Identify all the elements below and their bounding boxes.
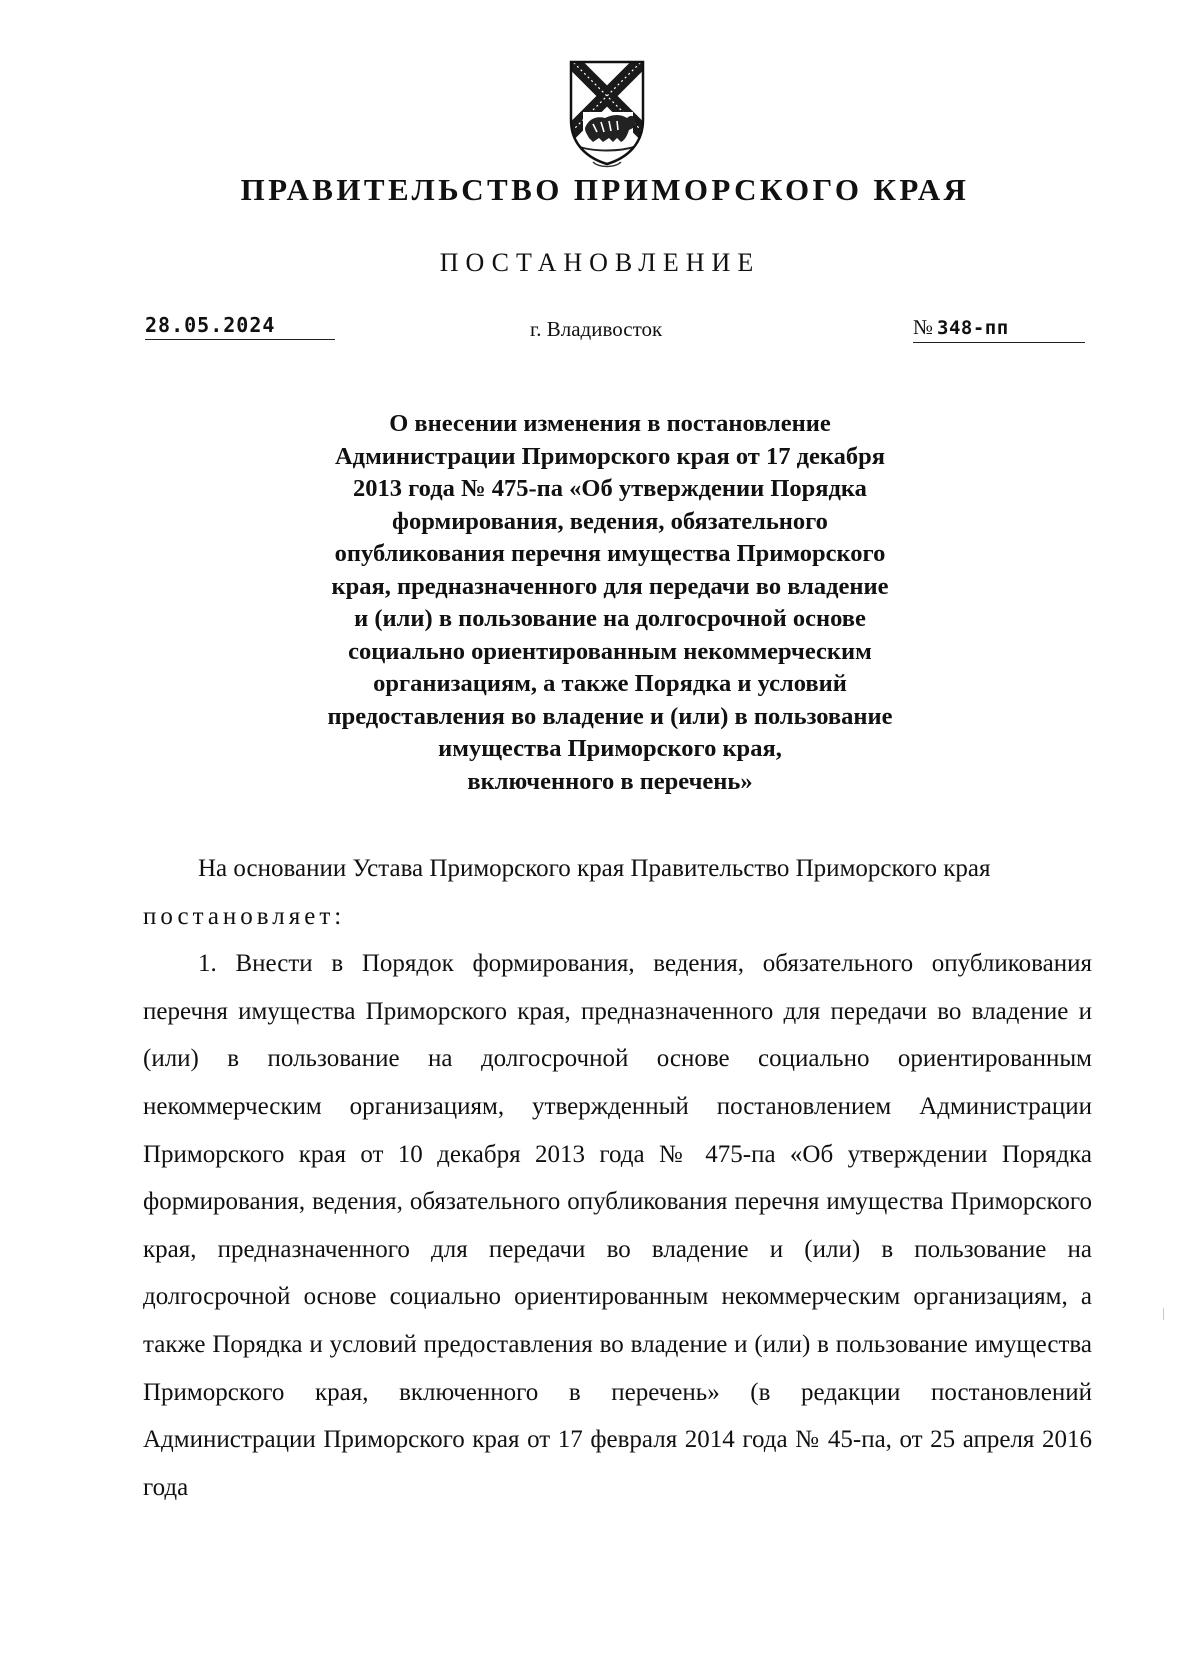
- document-city: г. Владивосток: [530, 317, 663, 341]
- subject-line: социально ориентированным некоммерческим: [348, 637, 872, 665]
- document-date: 28.05.2024: [145, 313, 335, 340]
- subject-line: края, предназначенного для передачи во владение: [331, 572, 889, 600]
- number-sign: №: [913, 315, 934, 339]
- document-body: [143, 845, 1092, 1511]
- decides-word: постановляет:: [143, 902, 346, 930]
- preamble-paragraph: [143, 845, 1092, 940]
- subject-line: опубликования перечня имущества Приморского: [334, 540, 886, 567]
- subject-line: О внесении изменения в постановление: [389, 410, 831, 437]
- organization-title: ПРАВИТЕЛЬСТВО ПРИМОРСКОГО КРАЯ: [240, 172, 970, 207]
- subject-line: 2013 года № 475-па «Об утверждении Порядка: [353, 475, 867, 502]
- scan-margin-mark: [1163, 1308, 1164, 1320]
- subject-line: включенного в перечень»: [467, 767, 753, 795]
- subject-line: имущества Приморского края,: [438, 735, 782, 762]
- preamble-text: На основании Устава Приморского края Правительство Приморского края: [198, 855, 991, 882]
- subject-line: организациям, а также Порядка и условий: [373, 670, 847, 697]
- primorsky-krai-coat-of-arms-icon: [563, 58, 651, 170]
- item-1-paragraph: 1. Внести в Порядок формирования, ведения, обязательного опубликования перечня имущества Приморского края, предназначенного для передачи во владение и (или) в пользование на долгосрочной основе социально ориентированным некоммерческим организациям, утвержденный постановлением Администрации Приморского края от 10 декабря 2013 года № 475-па «Об утверждении Порядка формирования, ведения, обязательного опубликования перечня имущества Приморского края, предназначенного для передачи во владение и (или) в пользование на долгосрочной основе социально ориентированным некоммерческим организациям, а также Порядка и условий предоставления во владение и (или) в пользование имущества Приморского края, включенного в перечень» (в редакции постановлений Администрации Приморского края от 17 февраля 2014 года № 45-па, от 25 апреля 2016 года: [143, 950, 1092, 1501]
- number-value: 348-пп: [937, 317, 1009, 339]
- document-number: [913, 315, 1085, 343]
- document-subject: [280, 408, 940, 798]
- subject-line: формирования, ведения, обязательного: [392, 507, 828, 535]
- document-type: ПОСТАНОВЛЕНИЕ: [439, 248, 761, 277]
- subject-line: Администрации Приморского края от 17 декабря: [334, 442, 885, 470]
- subject-line: и (или) в пользование на долгосрочной основе: [354, 605, 866, 632]
- subject-line: предоставления во владение и (или) в пользование: [327, 702, 893, 730]
